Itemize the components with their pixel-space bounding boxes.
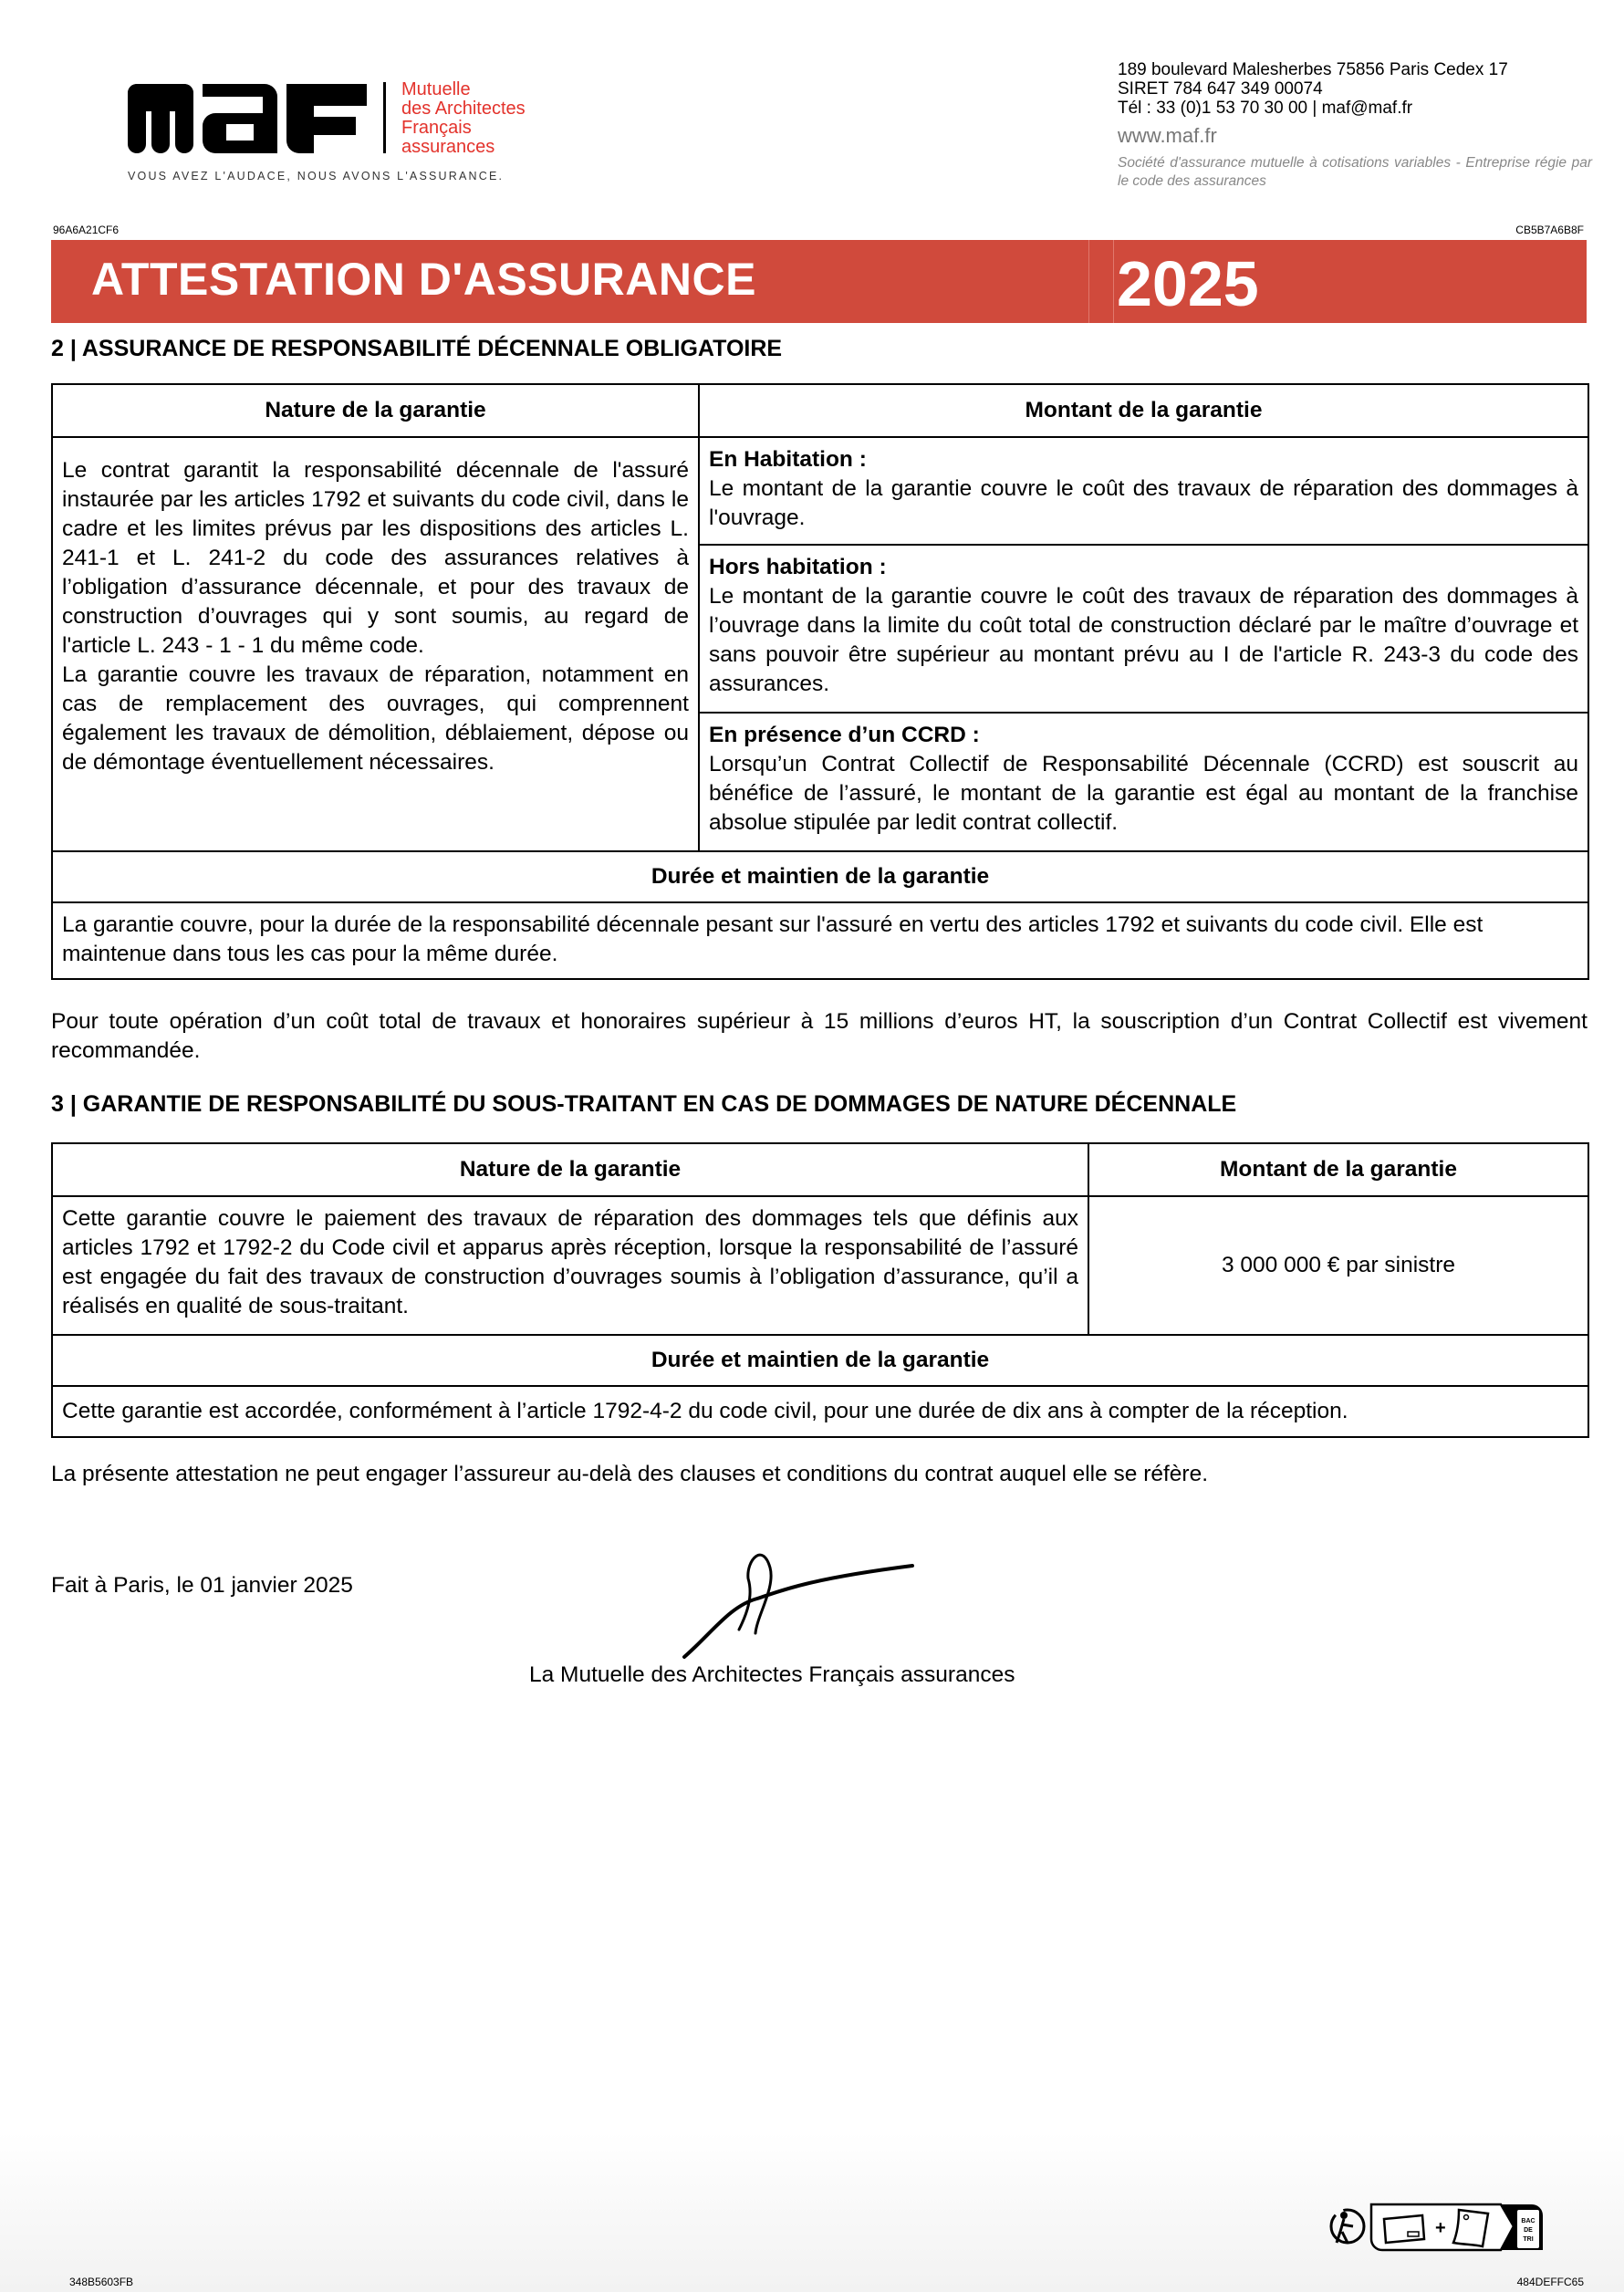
section-3-table [51, 1142, 1589, 1438]
triman-icon [1331, 2210, 1364, 2243]
logo-divider [383, 82, 386, 153]
nature-cell: Cette garantie couvre le paiement des travaux de réparation des dommages tels que définis aux articles 1792 et 1792-2 du Code civil et apparus après réception, lorsque la responsabilité de l’assuré est engagée du fait des travaux de construction d’ouvrages soumis à l’obligation d’assurance, qu’il a réalisés en qualité de sous-traitant. [52, 1196, 1088, 1335]
document-title: ATTESTATION D'ASSURANCE [91, 254, 756, 305]
address-line: 189 boulevard Malesherbes 75856 Paris Cedex 17 [1118, 60, 1508, 79]
section-3-heading: 3 | GARANTIE DE RESPONSABILITÉ DU SOUS-TRAITANT EN CAS DE DOMMAGES DE NATURE DÉCENNALE [51, 1091, 1237, 1117]
recycling-triman-logo [1327, 2199, 1556, 2256]
legal-mention: Société d'assurance mutuelle à cotisations variables - Entreprise régie par le code des assurances [1118, 155, 1592, 189]
signatory-name: La Mutuelle des Architectes Français assurances [529, 1662, 1015, 1687]
signature-icon [675, 1542, 931, 1670]
montant-label: En présence d’un CCRD : [709, 723, 980, 747]
column-header-nature: Nature de la garantie [52, 1143, 1088, 1196]
duree-heading: Durée et maintien de la garantie [52, 851, 1588, 902]
company-address [1118, 60, 1592, 191]
logo-tagline: VOUS AVEZ L'AUDACE, NOUS AVONS L'ASSURANCE. [128, 170, 505, 182]
column-header-nature: Nature de la garantie [52, 384, 699, 437]
nature-paragraph: Le contrat garantit la responsabilité décennale de l'assuré instaurée par les articles 1792 et suivants du code civil, dans le cadre et les limites prévus par les dispositions des articles L. 241-1 et L. 241-2 du code des assurances relatives à l’obligation d’assurance décennale, et pour des travaux de construction d’ouvrages qui y sont soumis, au regard de l'article L. 243 - 1 - 1 du même code. [62, 458, 689, 658]
recycling-bin-icon [1517, 2210, 1539, 2248]
duree-text: Cette garantie est accordée, conformément à l’article 1792-4-2 du code civil, pour une durée de dix ans à compter de la réception. [52, 1386, 1588, 1437]
nature-cell [52, 437, 699, 851]
disclaimer: La présente attestation ne peut engager l’assureur au-delà des clauses et conditions du contrat auquel elle se réfère. [51, 1462, 1209, 1486]
title-bar-separator [1088, 240, 1089, 323]
maf-wordmark-icon [128, 80, 370, 155]
duree-text: La garantie couvre, pour la durée de la responsabilité décennale pesant sur l'assuré en vertu des articles 1792 et suivants du code civil. Elle est maintenue dans tous les cas pour la même durée. [52, 902, 1588, 979]
siret-line: SIRET 784 647 349 00074 [1118, 79, 1323, 99]
montant-text: Le montant de la garantie couvre le coût des travaux de réparation des dommages à l'ouvrage. [709, 476, 1578, 530]
section-2-table [51, 383, 1589, 980]
document-code-bottom-left: 348B5603FB [69, 2276, 134, 2288]
maf-logo [128, 80, 547, 190]
duree-heading: Durée et maintien de la garantie [52, 1335, 1588, 1386]
title-bar-separator [1113, 240, 1114, 323]
contact-line: Tél : 33 (0)1 53 70 30 00 | maf@maf.fr [1118, 99, 1413, 118]
document-code-bottom-right: 484DEFFC65 [1516, 2276, 1584, 2288]
section-2-heading: 2 | ASSURANCE DE RESPONSABILITÉ DÉCENNALE OBLIGATOIRE [51, 336, 783, 361]
svg-text:+: + [1435, 2218, 1446, 2238]
contrat-collectif-note: Pour toute opération d’un coût total de travaux et honoraires supérieur à 15 millions d’euros HT, la souscription d’un Contrat Collectif est vivement recommandée. [51, 1009, 1588, 1063]
svg-text:TRI: TRI [1523, 2236, 1534, 2243]
title-bar [51, 240, 1587, 323]
svg-text:BAC: BAC [1521, 2218, 1536, 2224]
document-code-top-left: 96A6A21CF6 [53, 224, 120, 236]
montant-cell-hors-habitation [699, 545, 1588, 713]
montant-cell-ccrd [699, 713, 1588, 851]
place-and-date: Fait à Paris, le 01 janvier 2025 [51, 1573, 353, 1598]
column-header-montant: Montant de la garantie [1088, 1143, 1588, 1196]
montant-text: Le montant de la garantie couvre le coût des travaux de réparation des dommages à l’ouvrage dans la limite du coût total de construction déclaré par le maître d’ouvrage et sans pouvoir être supérieur au montant prévu au I de l'article R. 243-3 du code des assurances. [709, 584, 1578, 696]
document-year: 2025 [1117, 248, 1259, 319]
montant-text: Lorsqu’un Contrat Collectif de Responsabilité Décennale (CCRD) est souscrit au bénéfice de l’assuré, le montant de la garantie est égal au montant de la franchise absolue stipulée par ledit contrat collectif. [709, 752, 1578, 835]
logo-company-name: Mutuelle des Architectes Français assurances [401, 79, 526, 157]
montant-label: Hors habitation : [709, 555, 887, 579]
svg-text:DE: DE [1524, 2227, 1533, 2234]
website-link[interactable]: www.maf.fr [1118, 124, 1217, 147]
column-header-montant: Montant de la garantie [699, 384, 1588, 437]
montant-value: 3 000 000 € par sinistre [1088, 1196, 1588, 1335]
montant-cell-habitation [699, 437, 1588, 545]
montant-label: En Habitation : [709, 447, 867, 472]
document-code-top-right: CB5B7A6B8F [1515, 224, 1584, 236]
nature-paragraph: La garantie couvre les travaux de réparation, notamment en cas de remplacement des ouvrages, qui comprennent également les travaux de démolition, déblaiement, dépose ou de démontage éventuellement nécessaires. [62, 662, 689, 775]
